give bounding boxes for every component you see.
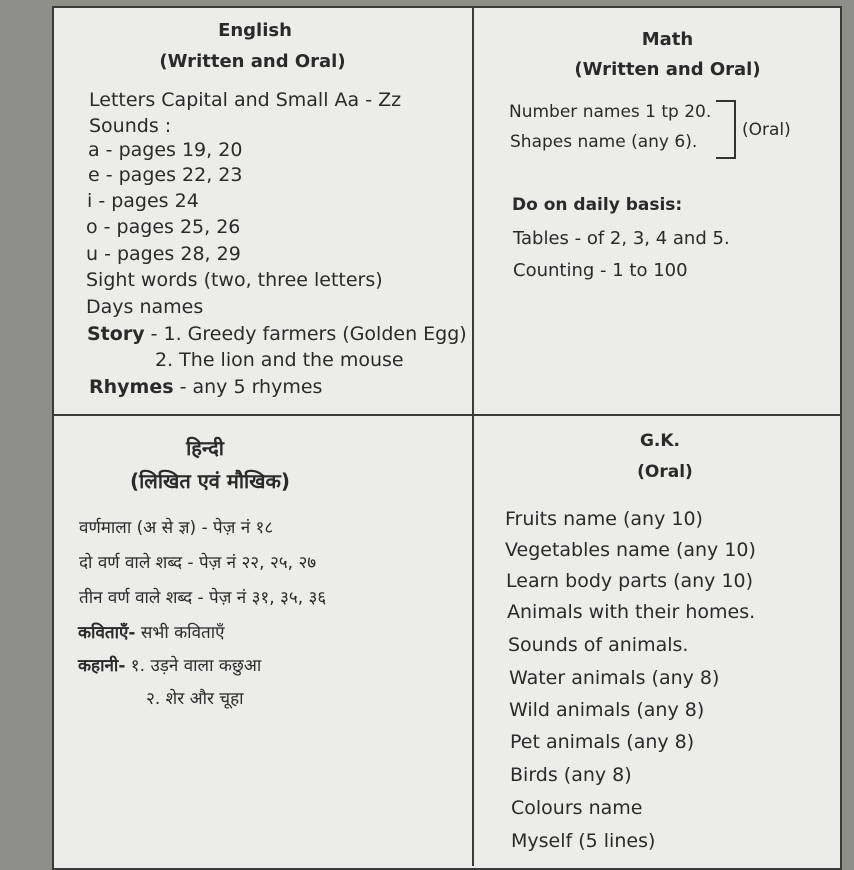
gk-item: Learn body parts (any 10) [506, 570, 754, 592]
hindi-poems-line [78, 622, 225, 644]
english-story-1: - 1. Greedy farmers (Golden Egg) [144, 323, 467, 345]
gk-item: Wild animals (any 8) [509, 699, 705, 721]
hindi-title: हिन्दी [186, 436, 224, 460]
english-rhymes-line [89, 376, 322, 398]
hindi-line-3: तीन वर्ण वाले शब्द - पेज़ नं ३१, ३५, ३६ [79, 588, 327, 608]
english-line: a - pages 19, 20 [88, 139, 243, 161]
column-divider [472, 6, 474, 866]
math-oral-2: Shapes name (any 6). [510, 132, 698, 152]
math-oral-1: Number names 1 tp 20. [509, 102, 712, 122]
math-daily-heading: Do on daily basis: [512, 195, 683, 215]
gk-title: G.K. [639, 431, 681, 451]
english-story-2: 2. The lion and the mouse [155, 349, 404, 371]
math-daily-1: Tables - of 2, 3, 4 and 5. [513, 228, 730, 249]
gk-item: Animals with their homes. [507, 601, 756, 623]
hindi-story-2: २. शेर और चूहा [146, 689, 244, 709]
english-subtitle: (Written and Oral) [159, 51, 346, 72]
english-rhymes-label: Rhymes [89, 376, 174, 398]
english-line: o - pages 25, 26 [86, 216, 241, 238]
gk-item: Pet animals (any 8) [510, 731, 695, 753]
hindi-poems-text: सभी कविताएँ [135, 623, 225, 643]
english-line: Letters Capital and Small Aa - Zz [89, 89, 402, 111]
english-line: Days names [86, 296, 204, 318]
row-divider [52, 414, 840, 416]
gk-item: Colours name [511, 797, 643, 819]
english-line: e - pages 22, 23 [88, 164, 243, 186]
hindi-subtitle: (लिखित एवं मौखिक) [129, 469, 291, 493]
english-rhymes-text: - any 5 rhymes [173, 376, 323, 398]
hindi-poems-label: कविताएँ- [78, 623, 136, 643]
english-line: i - pages 24 [87, 190, 199, 212]
gk-item: Fruits name (any 10) [505, 508, 703, 530]
english-story-label: Story [87, 323, 145, 345]
gk-item: Sounds of animals. [508, 634, 689, 656]
gk-item: Vegetables name (any 10) [505, 539, 756, 561]
english-line: Sight words (two, three letters) [86, 269, 383, 291]
hindi-line-2: दो वर्ण वाले शब्द - पेज़ नं २२, २५, २७ [79, 553, 317, 573]
hindi-stories-label: कहानी- [78, 656, 126, 676]
hindi-story-1: १. उड़ने वाला कछुआ [125, 656, 262, 676]
math-title: Math [641, 29, 694, 50]
gk-item: Water animals (any 8) [509, 667, 720, 689]
english-story-line [87, 323, 467, 345]
english-line: u - pages 28, 29 [86, 243, 241, 265]
english-line: Sounds : [89, 115, 172, 137]
oral-bracket [716, 100, 736, 159]
gk-item: Myself (5 lines) [511, 830, 656, 852]
gk-item: Birds (any 8) [510, 764, 632, 786]
math-subtitle: (Written and Oral) [574, 59, 761, 80]
math-daily-2: Counting - 1 to 100 [513, 260, 688, 281]
english-title: English [218, 20, 292, 41]
math-oral-label: (Oral) [742, 120, 791, 140]
gk-subtitle: (Oral) [637, 462, 693, 482]
hindi-line-1: वर्णमाला (अ से ज्ञ) - पेज़ नं १८ [79, 518, 274, 538]
hindi-stories-line [78, 655, 261, 677]
